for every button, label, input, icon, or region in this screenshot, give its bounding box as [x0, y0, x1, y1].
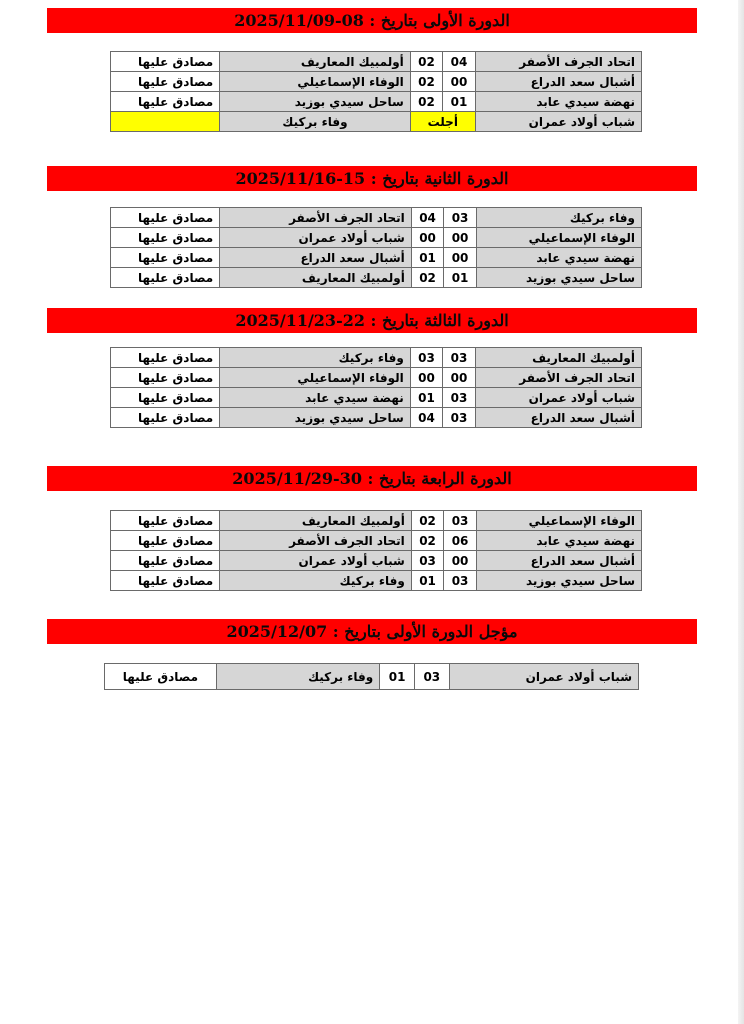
home-team: نهضة سيدي عابد: [476, 531, 641, 551]
table-row: [111, 571, 642, 591]
home-score: 03: [444, 511, 476, 531]
status-cell: مصادق عليها: [111, 52, 220, 72]
home-score: 03: [414, 664, 449, 690]
round-3-title: الدورة الثالثة بتاريخ : 22-2025/11/23: [47, 308, 697, 333]
table-row: [111, 72, 642, 92]
home-team: أولمبيك المعاريف: [475, 348, 641, 368]
table-row: [111, 52, 642, 72]
away-score: 03: [410, 348, 442, 368]
home-score: 00: [443, 368, 475, 388]
away-team: نهضة سيدي عابد: [220, 388, 411, 408]
home-score: 01: [444, 268, 476, 288]
status-cell: مصادق عليها: [111, 348, 220, 368]
home-team: أشبال سعد الدراع: [475, 72, 641, 92]
home-team: الوفاء الإسماعيلي: [476, 511, 641, 531]
home-score: 00: [444, 228, 476, 248]
away-score: 03: [411, 551, 443, 571]
away-score: 02: [411, 511, 443, 531]
away-score: 01: [410, 388, 442, 408]
away-score: 00: [410, 368, 442, 388]
away-score: 01: [411, 248, 443, 268]
status-cell: مصادق عليها: [111, 388, 220, 408]
away-score: 02: [411, 268, 443, 288]
away-team: وفاء بركيك: [220, 112, 411, 132]
home-score: 00: [443, 72, 475, 92]
home-score: 03: [443, 388, 475, 408]
away-team: أولمبيك المعاريف: [220, 52, 411, 72]
away-team: الوفاء الإسماعيلي: [220, 72, 411, 92]
table-row: [111, 408, 642, 428]
home-team: شباب أولاد عمران: [475, 112, 641, 132]
round-3-table: [110, 347, 642, 428]
home-team: شباب أولاد عمران: [475, 388, 641, 408]
status-cell: مصادق عليها: [111, 208, 220, 228]
away-team: وفاء بركيك: [220, 348, 411, 368]
table-row: [111, 268, 642, 288]
status-cell: مصادق عليها: [111, 551, 220, 571]
away-team: أولمبيك المعاريف: [220, 511, 412, 531]
status-cell: مصادق عليها: [111, 248, 220, 268]
away-team: أشبال سعد الدراع: [220, 248, 412, 268]
home-team: شباب أولاد عمران: [449, 664, 638, 690]
postponed-round-table: [104, 663, 639, 690]
home-team: اتحاد الجرف الأصفر: [475, 368, 641, 388]
home-team: وفاء بركيك: [476, 208, 641, 228]
away-team: اتحاد الجرف الأصفر: [220, 208, 412, 228]
status-cell: مصادق عليها: [111, 531, 220, 551]
home-score: 00: [444, 248, 476, 268]
away-score: 04: [410, 408, 442, 428]
status-cell: مصادق عليها: [111, 268, 220, 288]
home-score: 04: [443, 52, 475, 72]
status-cell: مصادق عليها: [111, 92, 220, 112]
home-team: الوفاء الإسماعيلي: [476, 228, 641, 248]
table-row: [111, 112, 642, 132]
home-team: نهضة سيدي عابد: [476, 248, 641, 268]
home-score: 03: [444, 208, 476, 228]
away-score: 02: [410, 92, 442, 112]
status-cell: مصادق عليها: [111, 408, 220, 428]
home-team: أشبال سعد الدراع: [476, 551, 641, 571]
postponed-badge: أجلت: [410, 112, 475, 132]
home-score: 03: [443, 408, 475, 428]
away-team: اتحاد الجرف الأصفر: [220, 531, 412, 551]
round-4-title: الدورة الرابعة بتاريخ : 30-2025/11/29: [47, 466, 697, 491]
home-score: 03: [444, 571, 476, 591]
home-score: 06: [444, 531, 476, 551]
away-team: وفاء بركيك: [220, 571, 412, 591]
table-row: [111, 551, 642, 571]
away-score: 02: [410, 52, 442, 72]
away-score: 02: [411, 531, 443, 551]
table-row: [111, 248, 642, 268]
round-4-table: [110, 510, 642, 591]
home-team: أشبال سعد الدراع: [475, 408, 641, 428]
away-score: 04: [411, 208, 443, 228]
away-team: الوفاء الإسماعيلي: [220, 368, 411, 388]
away-score: 01: [380, 664, 415, 690]
round-1-table: [110, 51, 642, 132]
status-cell: مصادق عليها: [111, 511, 220, 531]
away-team: ساحل سيدي بوزيد: [220, 92, 411, 112]
round-2-title: الدورة الثانية بتاريخ : 15-2025/11/16: [47, 166, 697, 191]
postponed-round-title: مؤجل الدورة الأولى بتاريخ : 2025/12/07: [47, 619, 697, 644]
table-row: [111, 208, 642, 228]
away-score: 01: [411, 571, 443, 591]
table-row: [111, 228, 642, 248]
status-cell: [111, 112, 220, 132]
away-team: ساحل سيدي بوزيد: [220, 408, 411, 428]
home-team: ساحل سيدي بوزيد: [476, 268, 641, 288]
away-team: وفاء بركيك: [216, 664, 379, 690]
away-score: 00: [411, 228, 443, 248]
home-team: اتحاد الجرف الأصفر: [475, 52, 641, 72]
table-row: [111, 92, 642, 112]
table-row: [111, 368, 642, 388]
home-team: نهضة سيدي عابد: [475, 92, 641, 112]
away-team: أولمبيك المعاريف: [220, 268, 412, 288]
away-score: 02: [410, 72, 442, 92]
table-row: [111, 531, 642, 551]
status-cell: مصادق عليها: [111, 72, 220, 92]
away-team: شباب أولاد عمران: [220, 551, 412, 571]
status-cell: مصادق عليها: [111, 368, 220, 388]
home-score: 00: [444, 551, 476, 571]
table-row: [111, 511, 642, 531]
status-cell: مصادق عليها: [111, 571, 220, 591]
round-1-title: الدورة الأولى بتاريخ : 08-2025/11/09: [47, 8, 697, 33]
page-edge-shadow: [738, 0, 744, 1024]
status-cell: مصادق عليها: [105, 664, 217, 690]
table-row: [111, 348, 642, 368]
home-score: 01: [443, 92, 475, 112]
round-2-table: [110, 207, 642, 288]
away-team: شباب أولاد عمران: [220, 228, 412, 248]
table-row: [111, 388, 642, 408]
home-score: 03: [443, 348, 475, 368]
table-row: [105, 664, 639, 690]
status-cell: مصادق عليها: [111, 228, 220, 248]
home-team: ساحل سيدي بوزيد: [476, 571, 641, 591]
